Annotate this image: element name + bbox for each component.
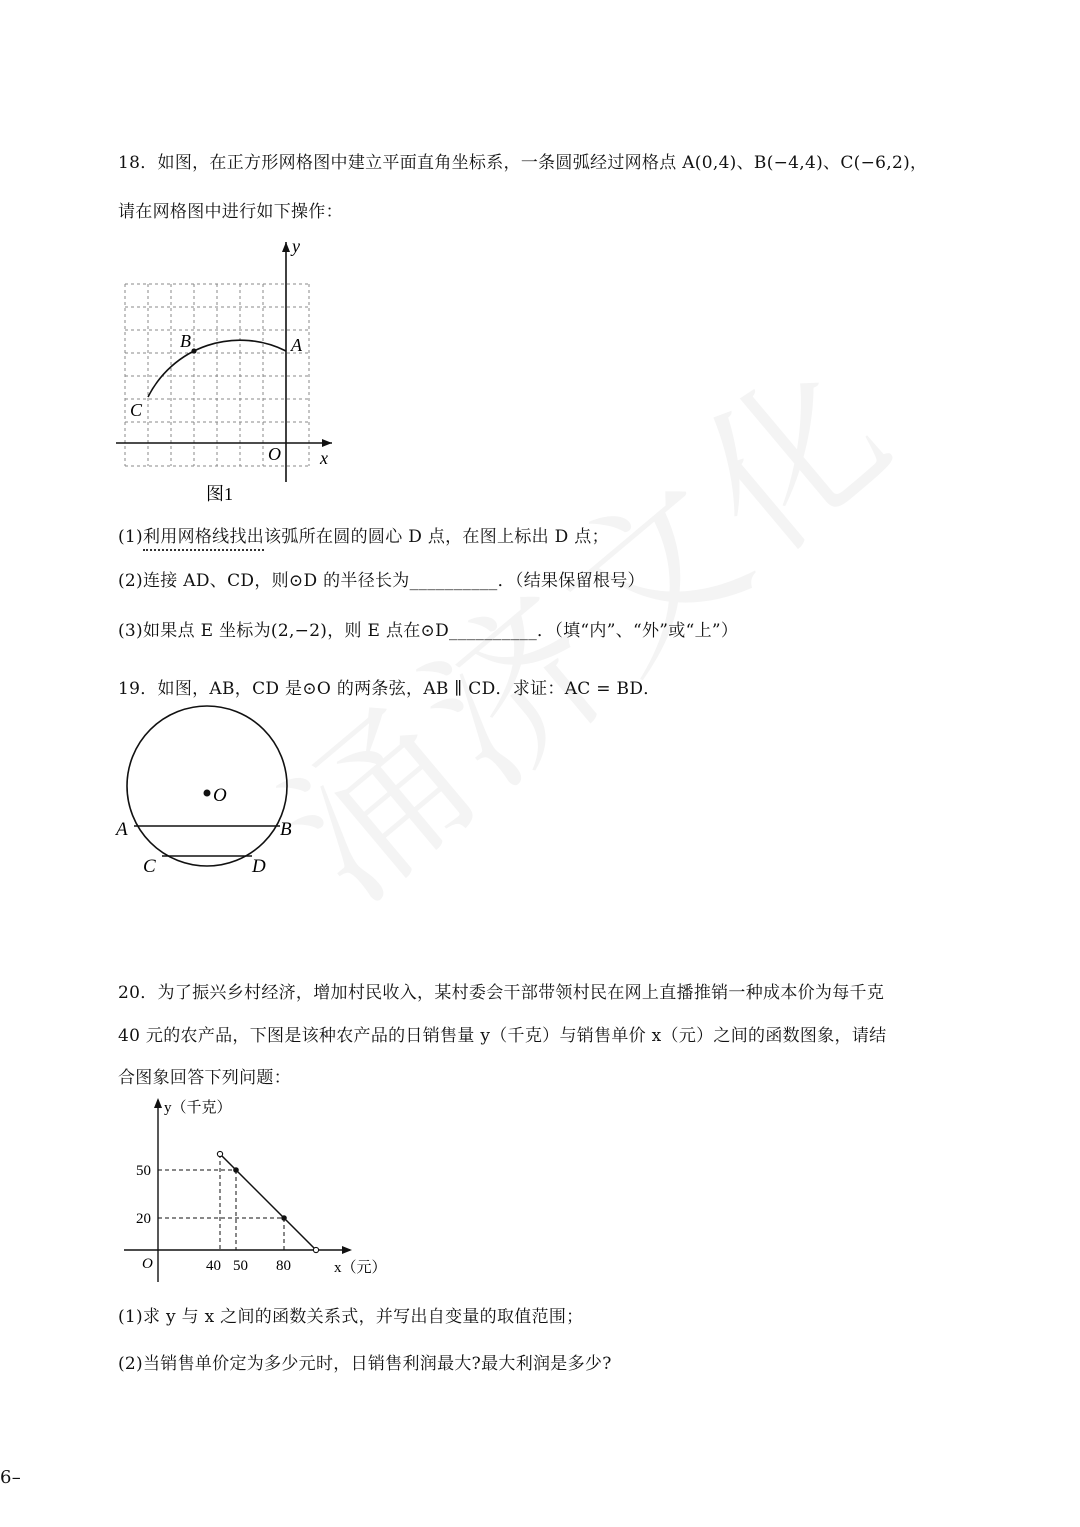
q18-line2: 请在网格图中进行如下操作： [118,202,343,222]
open-point-100 [313,1247,318,1252]
y-axis-arrow [154,1098,162,1108]
point-A-label: A [116,819,128,840]
q20-line2: 40 元的农产品，下图是该种农产品的日销售量 y（千克）与销售单价 x（元）之间的函数图象，请结 [118,1026,887,1046]
center-O-label: O [213,785,227,806]
circle-O [127,706,287,866]
x-axis-label: x（元） [334,1260,387,1276]
q18-sub1-prefix: (1) [118,527,143,547]
q20-sub1: (1)求 y 与 x 之间的函数关系式，并写出自变量的取值范围； [118,1307,584,1327]
origin-label: O [268,444,281,464]
y-axis-label: y [292,236,300,256]
center-O-dot [204,790,211,797]
point-D-label: D [252,856,266,877]
q19-circle-figure [110,705,310,885]
y-axis-label: y（千克） [164,1100,232,1116]
point-B-label: B [280,819,292,840]
point-B [191,348,196,353]
q20-line3: 合图象回答下列问题： [118,1068,291,1088]
grid-lines [125,284,309,466]
q20-sub2: (2)当销售单价定为多少元时，日销售利润最大?最大利润是多少? [118,1354,612,1374]
q18-sub1 [118,522,609,547]
y-tick-label-20: 20 [136,1211,151,1227]
q18-line1: 18．如图，在正方形网格图中建立平面直角坐标系，一条圆弧经过网格点 A(0,4)、B(−4,4)、C(−6,2)， [118,153,928,173]
page-footer-mark: 6– [0,1467,22,1488]
origin-label: O [142,1256,153,1272]
solid-point-50 [233,1167,239,1173]
q18-sub3: (3)如果点 E 坐标为(2,−2)，则 E 点在⊙D__________．（填“内”、“外”或“上”） [118,621,739,641]
point-A-label: A [291,335,302,355]
solid-point-80 [281,1215,287,1221]
q20-line1: 20．为了振兴乡村经济，增加村民收入，某村委会干部带领村民在网上直播推销一种成本价为每千克 [118,983,885,1003]
x-tick-label-50: 50 [233,1258,248,1274]
x-tick-label-40: 40 [206,1258,221,1274]
q18-sub1-rest: 该弧所在圆的圆心 D 点，在图上标出 D 点； [264,527,609,547]
x-axis-label: x [320,448,328,468]
y-tick-label-50: 50 [136,1163,151,1179]
figure-caption: 图1 [206,484,233,504]
q18-grid-figure [110,232,350,512]
q18-sub2: (2)连接 AD、CD，则⊙D 的半径长为__________．（结果保留根号） [118,571,645,591]
q19-line1: 19．如图，AB，CD 是⊙O 的两条弦，AB ∥ CD．求证：AC = BD． [118,679,661,699]
point-C-label: C [143,856,156,877]
open-point-40 [217,1151,222,1156]
point-B-label: B [180,331,191,351]
x-axis-arrow [322,439,332,447]
x-axis-arrow [342,1246,352,1254]
y-axis-arrow [282,242,290,252]
x-tick-label-80: 80 [276,1258,291,1274]
q20-function-chart [112,1092,392,1282]
q18-sub1-emphasis: 利用网格线找出 [143,527,264,551]
point-C-label: C [130,400,143,420]
